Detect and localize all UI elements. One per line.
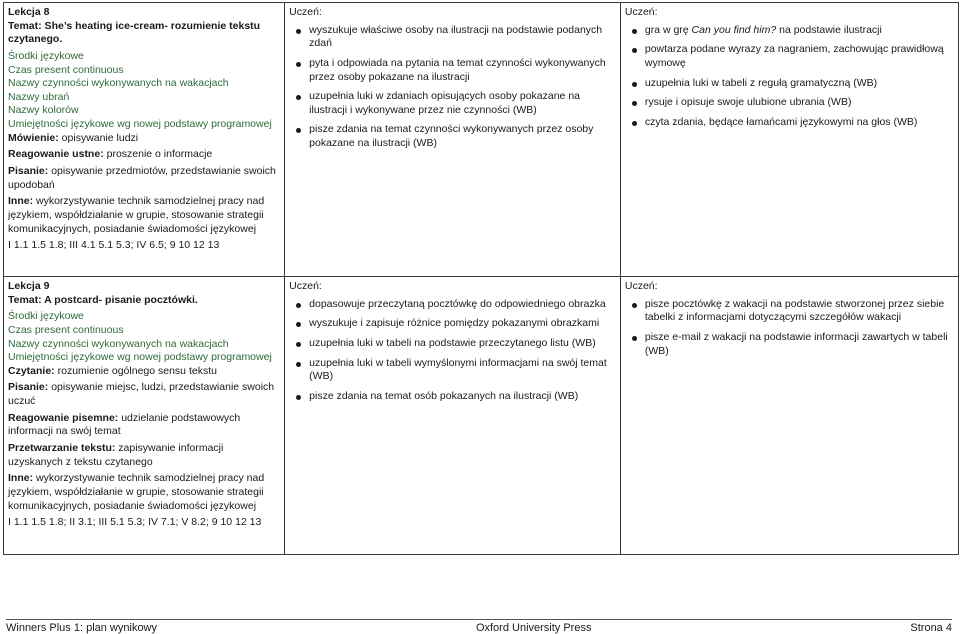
list-item: uzupełnia luki w tabeli z regułą gramatyczną (WB): [645, 77, 954, 91]
lesson-9-topic: Temat: A postcard- pisanie pocztówki.: [8, 293, 198, 306]
skill-line: Inne: wykorzystywanie technik samodzielnej pracy nad językiem, współdziałanie w grupie, stosowanie strategii komunikacyjnych, posiadanie świadomości językowej: [8, 195, 265, 235]
curriculum-codes: I 1.1 1.5 1.8; III 4.1 5.1 5.3; IV 6.5; 9 10 12 13: [8, 239, 220, 252]
skill-line: Pisanie: opisywanie miejsc, ludzi, przedstawianie swoich uczuć: [8, 381, 275, 408]
curriculum-codes: I 1.1 1.5 1.8; II 3.1; III 5.1 5.3; IV 7.1; V 8.2; 9 10 12 13: [8, 516, 262, 529]
list-item: uzupełnia luki w tabeli na podstawie przeczytanego listu (WB): [309, 337, 616, 351]
language-line: Umiejętności językowe wg nowej podstawy programowej: [8, 118, 272, 131]
list-item: pisze zdania na temat czynności wykonywanych przez osoby pokazane na ilustracji (WB): [309, 123, 616, 150]
lesson-9-extended-list: [625, 298, 954, 359]
footer-publisher: Oxford University Press: [475, 622, 592, 634]
student-header: Uczeń:: [289, 280, 322, 292]
list-item: powtarza podane wyrazy za nagraniem, zachowując prawidłową wymowę: [645, 43, 954, 70]
skill-line: Inne: wykorzystywanie technik samodzielnej pracy nad językiem, współdziałanie w grupie, stosowanie strategii komunikacyjnych, posiadanie świadomości językowej: [8, 472, 265, 512]
language-line: Nazwy ubrań: [8, 90, 70, 103]
lesson-9-row: [4, 277, 959, 555]
list-item: wyszukuje właściwe osoby na ilustracji na podstawie podanych zdań: [309, 24, 616, 51]
skill-line: Reagowanie pisemne: udzielanie podstawowych informacji na swój temat: [8, 411, 241, 438]
list-item: pisze e-mail z wakacji na podstawie informacji zawartych w tabeli (WB): [645, 331, 954, 358]
skill-line: Pisanie: opisywanie przedmiotów, przedstawianie swoich upodobań: [8, 165, 276, 191]
list-item: pisze zdania na temat osób pokazanych na ilustracji (WB): [309, 390, 616, 404]
footer-page-number: Strona 4: [910, 622, 952, 634]
skill-line: Mówienie: opisywanie ludzi: [8, 131, 139, 144]
lesson-8-goals-cell: [4, 3, 285, 277]
list-item: gra w grę Can you find him? na podstawie ilustracji: [645, 24, 954, 38]
skill-line: Reagowanie ustne: proszenie o informacje: [8, 148, 213, 161]
lesson-plan-table: [3, 2, 959, 555]
language-line: Środki językowe: [8, 310, 84, 323]
lesson-9-basic-cell: [285, 277, 621, 555]
lesson-8-basic-list: [289, 24, 616, 151]
footer-title: Winners Plus 1: plan wynikowy: [6, 622, 158, 634]
language-line: Nazwy czynności wykonywanych na wakacjach: [8, 77, 229, 90]
language-line: Nazwy kolorów: [8, 104, 79, 117]
lesson-8-language-list: [8, 50, 280, 253]
page-footer: [6, 619, 952, 634]
lesson-8-topic: Temat: She’s heating ice-cream- rozumienie tekstu czytanego.: [8, 19, 261, 46]
list-item: uzupełnia luki w tabeli wymyślonymi informacjami na swój temat (WB): [309, 357, 616, 384]
list-item: pyta i odpowiada na pytania na temat czynności wykonywanych przez osoby pokazane na ilustracji: [309, 57, 616, 84]
student-header: Uczeń:: [289, 6, 322, 18]
skill-line: Przetwarzanie tekstu: zapisywanie informacji uzyskanych z tekstu czytanego: [8, 442, 224, 468]
lesson-9-basic-list: [289, 298, 616, 404]
lesson-8-number: Lekcja 8: [8, 6, 50, 18]
skill-line: Czytanie: rozumienie ogólnego sensu tekstu: [8, 364, 217, 377]
language-line: Czas present continuous: [8, 63, 124, 76]
lesson-9-goals-cell: [4, 277, 285, 555]
language-line: Środki językowe: [8, 49, 84, 62]
list-item: pisze pocztówkę z wakacji na podstawie stworzonej przez siebie tabelki z informacjami dotyczącymi szczegółów wakacji: [645, 298, 954, 325]
lesson-8-extended-cell: [620, 3, 958, 277]
lesson-9-number: Lekcja 9: [8, 280, 50, 292]
list-item: dopasowuje przeczytaną pocztówkę do odpowiedniego obrazka: [309, 298, 616, 312]
list-item: uzupełnia luki w zdaniach opisujących osoby pokazane na ilustracji i wykonywane przez nie czynności (WB): [309, 90, 616, 117]
list-item: czyta zdania, będące łamańcami językowymi na głos (WB): [645, 116, 954, 130]
language-line: Umiejętności językowe wg nowej podstawy programowej: [8, 351, 272, 364]
list-item: wyszukuje i zapisuje różnice pomiędzy pokazanymi obrazkami: [309, 317, 616, 331]
student-header: Uczeń:: [624, 6, 658, 18]
lesson-9-language-list: [8, 310, 280, 530]
student-header: Uczeń:: [624, 280, 658, 292]
lesson-8-row: [4, 3, 959, 277]
language-line: Nazwy czynności wykonywanych na wakacjach: [8, 337, 229, 350]
language-line: Czas present continuous: [8, 323, 124, 336]
lesson-9-extended-cell: [620, 277, 958, 555]
lesson-8-extended-list: [625, 24, 954, 130]
list-item: rysuje i opisuje swoje ulubione ubrania (WB): [645, 96, 954, 110]
lesson-8-basic-cell: [285, 3, 621, 277]
